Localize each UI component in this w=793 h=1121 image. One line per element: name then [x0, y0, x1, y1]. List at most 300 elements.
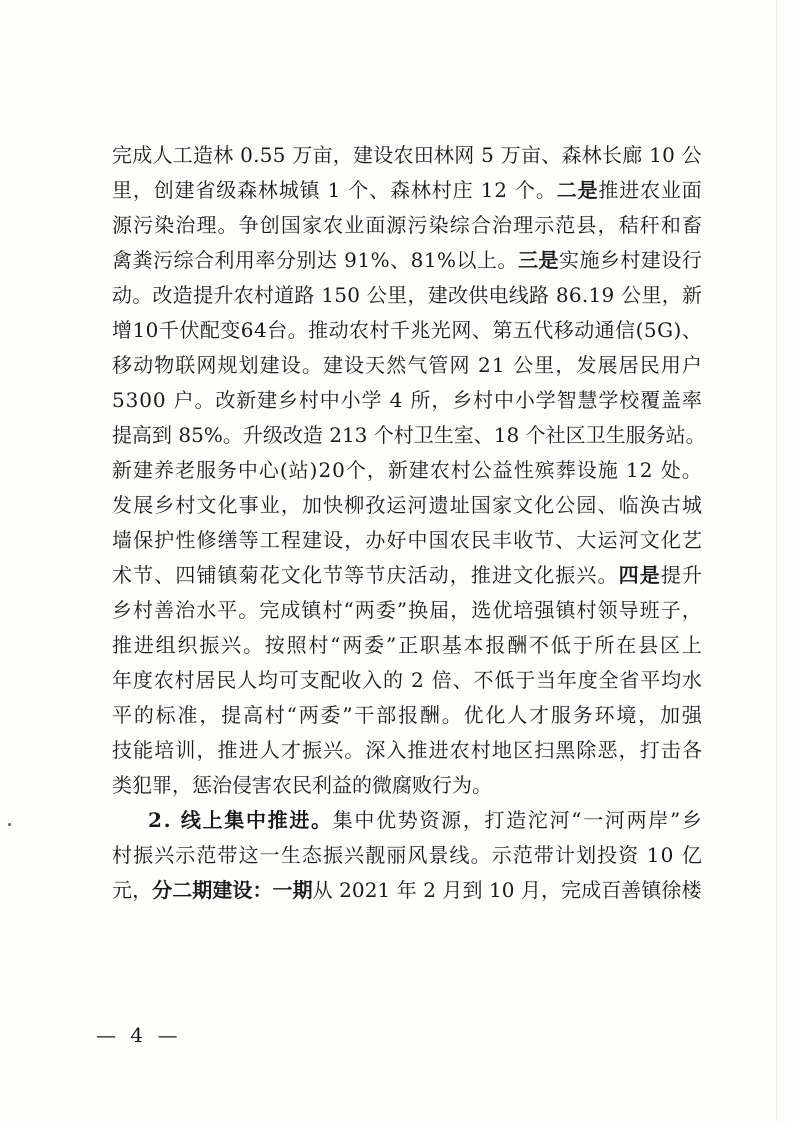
body-text — [112, 138, 706, 908]
text-char — [234, 138, 240, 173]
text-char: 0 — [332, 458, 345, 482]
bold-text-char: 期 — [192, 878, 213, 902]
text-char: 务 — [216, 458, 237, 482]
bold-text-char: 期 — [292, 878, 313, 902]
text-char: 里 — [387, 283, 408, 307]
text-char: 施 — [579, 248, 600, 272]
text-line — [112, 278, 702, 313]
text-char: 设 — [373, 143, 394, 167]
text-char — [166, 383, 172, 418]
text-char — [333, 873, 339, 908]
text-char: 乡 — [681, 808, 702, 832]
text-char: ) — [309, 458, 318, 482]
text-char: 4 — [253, 318, 267, 342]
text-char: 造 — [506, 808, 527, 832]
text-char: 省 — [619, 668, 640, 692]
text-char: 行 — [681, 248, 702, 272]
text-char: 心 — [258, 458, 279, 482]
text-char: 犯 — [132, 773, 152, 797]
text-char: 0 — [351, 878, 365, 902]
text-char: 。 — [470, 843, 491, 867]
text-char: 0 — [139, 388, 152, 412]
text-char: 气 — [407, 353, 428, 377]
text-char: 所 — [594, 633, 615, 657]
text-char: 类 — [112, 773, 132, 797]
text-char — [549, 278, 555, 313]
text-char: 训 — [175, 738, 196, 762]
text-char — [286, 138, 292, 173]
text-char: 、 — [597, 493, 618, 517]
text-char: 换 — [408, 598, 429, 622]
text-char: 2 — [318, 458, 332, 482]
text-char: 率 — [681, 388, 702, 412]
text-char: 农 — [153, 668, 174, 692]
text-char — [382, 383, 388, 418]
text-char: ) — [673, 318, 682, 342]
text-char: 化 — [485, 703, 506, 727]
text-char: ” — [396, 598, 408, 622]
text-line — [112, 488, 702, 523]
text-char: . — [253, 143, 260, 167]
text-char: 学 — [598, 388, 619, 412]
text-char — [475, 138, 481, 173]
text-char: ” — [669, 808, 681, 832]
text-char: 办 — [365, 528, 386, 552]
text-char: 0 — [660, 843, 674, 867]
text-char: 村 — [133, 598, 154, 622]
text-char: 创 — [259, 213, 280, 237]
text-char: 设 — [323, 528, 344, 552]
text-char: 上 — [477, 248, 498, 272]
text-char: 农 — [449, 528, 470, 552]
text-char: 村 — [253, 283, 274, 307]
bold-text-char: 是 — [577, 178, 598, 202]
text-char — [494, 138, 500, 173]
text-char — [471, 348, 477, 383]
text-char: 推 — [217, 738, 238, 762]
text-char: 事 — [238, 493, 259, 517]
text-char: 镇 — [555, 598, 576, 622]
text-char: 1 — [423, 248, 437, 272]
text-char: ( — [635, 318, 644, 342]
text-char: 基 — [441, 633, 462, 657]
text-line — [112, 243, 702, 278]
text-char: ， — [638, 703, 659, 727]
text-char: 乡 — [154, 493, 175, 517]
text-char: 所 — [410, 388, 431, 412]
text-char: 菊 — [238, 563, 259, 587]
text-char — [337, 243, 343, 278]
text-char: 、 — [541, 143, 562, 167]
text-char: 县 — [638, 633, 659, 657]
text-char: 微 — [372, 773, 392, 797]
text-char: ， — [344, 528, 365, 552]
text-char: 平 — [217, 598, 238, 622]
text-char: 击 — [660, 738, 681, 762]
text-char: 行 — [432, 773, 452, 797]
text-char: 振 — [199, 633, 220, 657]
text-char: 廊 — [622, 143, 643, 167]
text-char: 管 — [428, 353, 449, 377]
text-char: 才 — [280, 738, 301, 762]
text-char: 、 — [390, 248, 411, 272]
text-char: 改 — [447, 283, 468, 307]
text-char: 建 — [322, 353, 343, 377]
text-char: 。 — [194, 388, 215, 412]
text-char: 技 — [112, 738, 132, 762]
text-char: 在 — [616, 633, 637, 657]
text-char: 粪 — [132, 248, 153, 272]
text-char: 然 — [386, 353, 407, 377]
text-char: 里 — [112, 178, 132, 202]
text-char: 示 — [175, 843, 196, 867]
text-char: 级 — [262, 423, 283, 447]
text-char: 建 — [174, 178, 195, 202]
text-char: 振 — [133, 843, 154, 867]
text-char: 成 — [280, 598, 301, 622]
text-char: 5 — [259, 143, 273, 167]
bold-text-char: ： — [252, 878, 273, 902]
text-char: 治 — [175, 213, 196, 237]
text-char: 公 — [621, 283, 642, 307]
text-char: 农 — [640, 178, 661, 202]
text-line — [112, 698, 702, 733]
text-char: 中 — [319, 388, 340, 412]
text-char: 兴 — [154, 843, 175, 867]
text-char: 0 — [152, 388, 166, 412]
text-char: 培 — [154, 738, 175, 762]
text-char: 新 — [236, 388, 257, 412]
text-char: 设 — [576, 458, 597, 482]
text-char: 人 — [152, 143, 173, 167]
text-char: 均 — [661, 668, 682, 692]
text-char: 农 — [349, 318, 370, 342]
text-char: 月 — [442, 878, 463, 902]
text-char: 城 — [681, 493, 702, 517]
text-char: 生 — [605, 423, 626, 447]
text-char: 长 — [601, 143, 622, 167]
text-char: 。 — [242, 633, 263, 657]
text-char: 增 — [112, 318, 132, 342]
text-char: 5 — [481, 143, 494, 167]
text-char: 0 — [145, 318, 159, 342]
text-line — [112, 523, 702, 558]
text-char: 建 — [132, 458, 153, 482]
text-line — [112, 873, 702, 908]
text-char: 振 — [301, 738, 322, 762]
text-char: 田 — [413, 143, 434, 167]
text-char: 第 — [492, 318, 513, 342]
text-char: 面 — [365, 213, 386, 237]
text-char: 亩 — [312, 143, 333, 167]
text-char: 工 — [172, 143, 193, 167]
text-char: 争 — [238, 213, 259, 237]
text-char: 强 — [681, 703, 702, 727]
text-char: 带 — [533, 843, 554, 867]
text-char: 水 — [196, 598, 217, 622]
text-char: 智 — [556, 388, 577, 412]
text-char: 一 — [583, 808, 604, 832]
text-char: 沱 — [527, 808, 548, 832]
text-char: 害 — [252, 773, 272, 797]
text-char: ， — [332, 143, 353, 167]
text-char: 家 — [491, 493, 512, 517]
text-char: 度 — [132, 668, 153, 692]
text-char: 5 — [643, 318, 657, 342]
text-char: 收 — [341, 668, 362, 692]
text-char: 月 — [520, 878, 541, 902]
text-char: 文 — [196, 493, 217, 517]
text-line — [112, 838, 702, 873]
text-char: 5 — [112, 388, 125, 412]
text-char: 高 — [242, 703, 263, 727]
text-char: 好 — [386, 528, 407, 552]
text-char: 等 — [344, 563, 365, 587]
text-char — [619, 453, 625, 488]
text-char: 岸 — [648, 808, 669, 832]
text-char: 2 — [494, 178, 507, 202]
text-char: 河 — [604, 808, 625, 832]
text-char: 新 — [681, 283, 702, 307]
text-char: 推 — [470, 563, 491, 587]
text-char: 带 — [217, 843, 238, 867]
text-char: 移 — [553, 318, 574, 342]
text-char: 升 — [681, 563, 702, 587]
text-char: 墙 — [112, 528, 132, 552]
text-char: 兴 — [344, 843, 365, 867]
text-char: 中 — [354, 808, 375, 832]
text-char: 1 — [493, 423, 507, 447]
text-char: 覆 — [640, 388, 661, 412]
text-line — [112, 348, 702, 383]
text-char: 本 — [463, 633, 484, 657]
text-char: 葬 — [555, 458, 576, 482]
text-char: 处 — [660, 458, 681, 482]
text-char: 光 — [430, 318, 451, 342]
text-char: 届 — [429, 598, 450, 622]
text-char: 0 — [347, 283, 361, 307]
text-char: 新 — [387, 458, 408, 482]
text-char: 配 — [199, 318, 220, 342]
text-char — [403, 383, 409, 418]
text-char: 线 — [508, 283, 529, 307]
text-char: 村 — [431, 178, 452, 202]
text-char: 年 — [112, 668, 132, 692]
text-char: 生 — [280, 843, 301, 867]
text-char: 组 — [155, 633, 176, 657]
scan-speck — [8, 823, 11, 826]
text-char: 进 — [238, 738, 259, 762]
text-char: 境 — [616, 703, 637, 727]
text-char: 民 — [639, 353, 660, 377]
text-char: 畜 — [681, 213, 702, 237]
text-char: 建 — [427, 283, 448, 307]
text-char: 各 — [681, 738, 702, 762]
text-char: 进 — [619, 178, 640, 202]
text-char: 优 — [492, 598, 513, 622]
text-char: 正 — [398, 633, 419, 657]
text-char: “ — [286, 703, 297, 727]
text-char: 农 — [393, 143, 414, 167]
text-char: 公 — [681, 143, 702, 167]
text-char: 标 — [155, 703, 176, 727]
text-char: 里 — [641, 283, 662, 307]
text-char: 别 — [296, 248, 317, 272]
text-char: 两 — [626, 808, 647, 832]
text-char: 村 — [450, 458, 471, 482]
text-char: 两 — [354, 598, 375, 622]
text-char: 、 — [369, 178, 390, 202]
text-char: 除 — [576, 738, 597, 762]
text-char: 成 — [581, 878, 602, 902]
text-char: 户 — [173, 388, 194, 412]
text-char: 划 — [576, 843, 597, 867]
text-char: 年 — [396, 878, 417, 902]
text-char: 酬 — [419, 703, 440, 727]
text-char: 治 — [491, 213, 512, 237]
text-char: 节 — [365, 563, 386, 587]
text-char: 一 — [259, 843, 280, 867]
text-char: 5 — [272, 143, 286, 167]
text-char: 升 — [213, 283, 234, 307]
bold-text-char: . — [163, 808, 171, 832]
text-char: 兴 — [576, 563, 597, 587]
text-char: 2 — [339, 878, 352, 902]
text-char: 林 — [434, 143, 455, 167]
text-char: 当 — [536, 668, 557, 692]
text-char: 低 — [550, 633, 571, 657]
text-char: 人 — [507, 703, 528, 727]
text-char: 。 — [287, 318, 308, 342]
text-char: 县 — [576, 213, 597, 237]
text-char: 8 — [555, 283, 569, 307]
text-char: 入 — [386, 738, 407, 762]
text-char: 治 — [175, 598, 196, 622]
text-char: 振 — [555, 563, 576, 587]
bold-text-char: 分 — [152, 878, 173, 902]
text-char: 源 — [386, 213, 407, 237]
text-char: 网 — [454, 143, 475, 167]
text-char: 殡 — [534, 458, 555, 482]
text-char: 两 — [298, 703, 319, 727]
text-char: 造 — [302, 423, 323, 447]
text-char: 个 — [373, 423, 394, 447]
text-char: 网 — [196, 353, 217, 377]
text-char — [508, 173, 514, 208]
text-char: 建 — [257, 388, 278, 412]
text-char: 2 — [364, 878, 378, 902]
text-char: 加 — [301, 493, 322, 517]
text-char: 计 — [554, 843, 575, 867]
text-char: 委 — [364, 633, 385, 657]
text-char: 理 — [196, 213, 217, 237]
text-char: 靓 — [365, 843, 386, 867]
text-char: 理 — [513, 213, 534, 237]
bold-text-char: 二 — [172, 878, 193, 902]
bold-text-char: 中 — [245, 808, 266, 832]
text-char: 保 — [133, 528, 154, 552]
text-char: 国 — [428, 528, 449, 552]
text-char: ， — [280, 493, 301, 517]
text-char: 0 — [501, 878, 515, 902]
text-char: ， — [199, 703, 220, 727]
text-char: 网 — [451, 318, 472, 342]
text-char: 乡 — [278, 388, 299, 412]
text-char: 城 — [278, 178, 299, 202]
text-char: 高 — [132, 423, 152, 447]
text-char: 照 — [286, 633, 307, 657]
text-char: 代 — [533, 318, 554, 342]
text-char: 罪 — [152, 773, 172, 797]
text-char: 服 — [625, 423, 646, 447]
text-char: 9 — [344, 248, 357, 272]
text-char: ， — [462, 808, 483, 832]
text-char: 户 — [681, 353, 702, 377]
text-char: 惩 — [192, 773, 212, 797]
text-char: 亿 — [681, 843, 702, 867]
text-char: % — [203, 423, 223, 447]
text-char: 乡 — [452, 388, 473, 412]
text-char: 推 — [407, 738, 428, 762]
text-char: 、 — [154, 563, 175, 587]
text-char: 1 — [357, 248, 371, 272]
text-char — [320, 173, 326, 208]
text-char: 村 — [112, 843, 132, 867]
text-char: 投 — [597, 843, 618, 867]
text-char: 河 — [407, 493, 428, 517]
text-char: 8 — [178, 423, 192, 447]
text-char: 5 — [191, 423, 204, 447]
text-char: G — [657, 318, 674, 342]
text-char: 务 — [645, 423, 666, 447]
text-char: 染 — [154, 213, 175, 237]
text-char: 道 — [274, 283, 295, 307]
text-char: 集 — [332, 808, 353, 832]
text-char: 物 — [154, 353, 175, 377]
text-char: 3 — [354, 423, 368, 447]
text-char: 文 — [280, 563, 301, 587]
text-char: 家 — [301, 213, 322, 237]
text-char: 河 — [618, 528, 639, 552]
text-char: 和 — [660, 213, 681, 237]
text-char: 2 — [411, 668, 424, 692]
text-char: 平 — [640, 668, 661, 692]
text-char: 2 — [423, 878, 436, 902]
text-char: 室 — [453, 423, 474, 447]
text-char: 委 — [320, 703, 341, 727]
text-char: 村 — [393, 423, 414, 447]
text-char: 收 — [513, 528, 534, 552]
text-char: 民 — [292, 773, 312, 797]
text-char: 4 — [389, 388, 403, 412]
text-char: 建 — [301, 528, 322, 552]
text-char: 环 — [594, 703, 615, 727]
text-char: 规 — [217, 353, 238, 377]
text-char: 伏 — [179, 318, 200, 342]
text-char: 。 — [217, 213, 238, 237]
text-char: 动 — [112, 283, 132, 307]
text-char: 综 — [449, 213, 470, 237]
text-char: 村 — [308, 633, 329, 657]
text-char: 优 — [463, 703, 484, 727]
text-char: 服 — [195, 458, 216, 482]
text-char: 风 — [407, 843, 428, 867]
text-char: 于 — [515, 668, 536, 692]
text-char: 庆 — [386, 563, 407, 587]
text-char: 。 — [497, 248, 518, 272]
text-char: 村 — [174, 668, 195, 692]
text-char: 两 — [342, 633, 363, 657]
